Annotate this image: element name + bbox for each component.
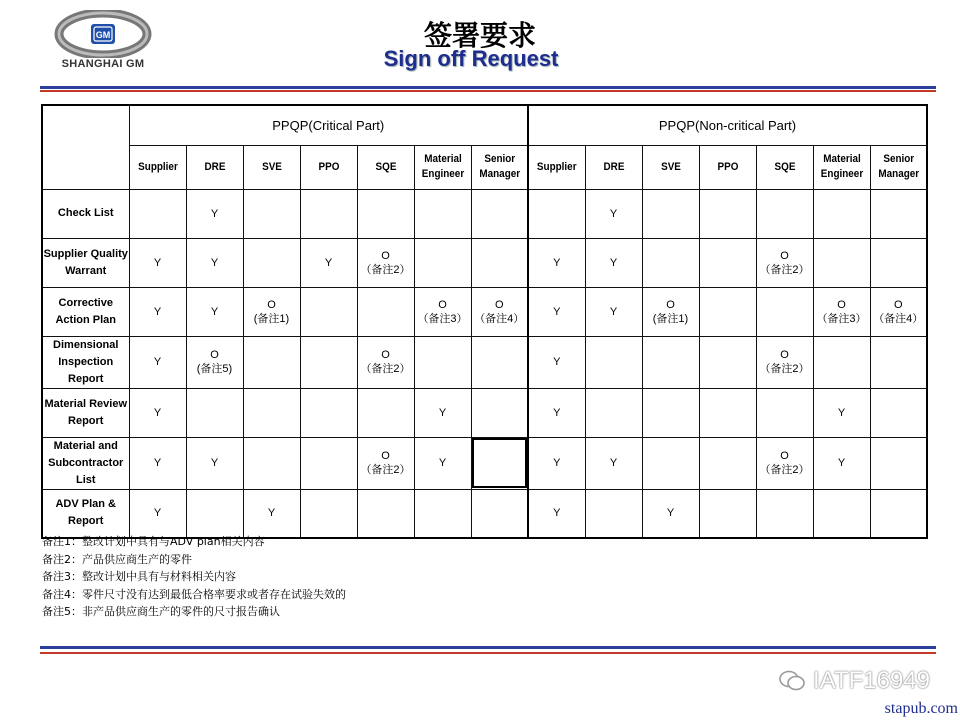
table-cell [414,489,471,538]
table-cell [528,189,585,238]
table-cell [357,336,414,388]
page-title-chinese: 签署要求 [423,19,536,52]
table-cell [813,238,870,287]
table-cell [585,489,642,538]
table-cell [870,287,927,336]
footnote-line: 备注5：非产品供应商生产的零件的尺寸报告确认 [42,605,280,618]
table-cell [699,287,756,336]
wechat-watermark [779,667,930,695]
row-label-cell [42,437,129,489]
table-row [42,437,927,489]
column-header-cell [585,145,642,189]
table-cell [357,489,414,538]
cell-value: O （备注4） [873,298,924,325]
table-row [42,489,927,538]
table-cell [243,437,300,489]
table-cell [642,336,699,388]
table-cell [585,336,642,388]
table-cell [756,189,813,238]
table-cell [186,189,243,238]
column-header: Senior Manager [478,153,520,180]
table-row [42,238,927,287]
cell-value: Y [837,457,846,469]
cell-value: Y [210,256,219,269]
row-label: Check List [57,207,114,219]
cell-value: Y [553,356,561,368]
cell-value: Y [438,457,447,469]
cell-value: Y [609,305,618,318]
column-header-cell [129,145,186,189]
table-cell [129,437,186,489]
cell-value: O （备注4） [474,298,525,325]
column-header: SVE [660,160,681,173]
cell-value: Y [210,207,219,220]
logo-text: SHANGHAI GM [61,58,145,70]
row-label: Supplier Quality Warrant [43,247,128,277]
table-cell [300,388,357,437]
table-cell [528,489,585,538]
table-cell [243,336,300,388]
column-header: SQE [375,160,396,173]
cell-value: O （备注3） [816,298,867,325]
table-cell [528,388,585,437]
table-cell [870,489,927,538]
row-label: Corrective Action Plan [55,296,116,326]
table-cell [585,189,642,238]
table-cell [357,238,414,287]
page-title-english: Sign off Request [383,46,559,71]
row-label: ADV Plan & Report [55,498,116,528]
column-header: DRE [603,160,624,173]
column-header: SVE [261,160,282,173]
column-header: PPO [318,160,339,173]
table-cell [471,336,528,388]
cell-value: Y [153,406,162,419]
table-cell [528,287,585,336]
cell-value: Y [153,356,162,368]
cell-value: Y [553,406,561,419]
watermark-site: stapub.com [884,700,958,717]
table-cell [243,238,300,287]
column-header-cell [870,145,927,189]
cell-value: Y [609,256,618,269]
row-label-cell [42,489,129,538]
table-cell [870,388,927,437]
column-header: DRE [204,160,225,173]
cell-value: O （备注2） [759,450,810,476]
table-row [42,336,927,388]
table-cell [756,437,813,489]
cell-value: Y [267,507,276,520]
footnote-line: 备注2：产品供应商生产的零件 [42,552,192,566]
table-cell [642,238,699,287]
table-cell [699,489,756,538]
column-header-cell [357,145,414,189]
cell-value: Y [553,256,561,269]
table-cell [186,388,243,437]
wechat-icon [779,670,805,692]
cell-value: Y [153,305,162,318]
footer-rule-blue [40,646,936,649]
table-cell [186,238,243,287]
cell-value: Y [153,507,162,520]
table-cell [243,388,300,437]
column-header-cell [756,145,813,189]
footer-rule-red [40,652,936,654]
column-header: PPO [717,160,738,173]
row-label: Material and Subcontractor List [48,439,124,486]
table-cell [129,388,186,437]
column-header: Supplier [536,160,577,173]
column-header: Supplier [137,160,178,173]
cell-value: Y [210,457,219,469]
table-cell [129,287,186,336]
cell-value: Y [324,256,333,269]
table-cell [300,238,357,287]
table-cell [528,336,585,388]
table-cell [186,437,243,489]
table-cell [699,189,756,238]
column-header-cell [186,145,243,189]
table-cell [756,388,813,437]
cell-value: O （备注2） [759,349,810,375]
column-header-cell [300,145,357,189]
column-header-cell [471,145,528,189]
table-cell [813,287,870,336]
table-cell [813,489,870,538]
footnotes [42,533,346,621]
table-cell [414,336,471,388]
table-row [42,287,927,336]
cell-value: Y [210,305,219,318]
table-cell [186,287,243,336]
cell-value: Y [609,207,618,220]
table-cell [471,238,528,287]
table-cell [870,437,927,489]
table-cell [414,189,471,238]
row-label-cell [42,287,129,336]
watermark-account: IATF16949 [813,667,930,694]
column-header: Material Engineer [820,153,863,180]
table-cell [300,287,357,336]
table-row [42,388,927,437]
cell-value: Y [553,507,561,520]
cell-value: O (备注5) [196,349,233,375]
cell-value: O （备注2） [360,349,411,375]
footnote-line: 备注3：整改计划中具有与材料相关内容 [42,570,236,583]
table-cell [585,388,642,437]
table-cell [699,336,756,388]
table-cell [813,437,870,489]
table-cell [813,189,870,238]
table-cell [699,238,756,287]
table-cell [870,189,927,238]
table-cell [813,336,870,388]
header-rule-blue [40,86,936,89]
table-cell [357,189,414,238]
row-label-cell [42,336,129,388]
cell-value: Y [153,457,162,469]
table-cell [699,388,756,437]
table-cell [129,189,186,238]
table-cell [528,238,585,287]
table-cell [357,388,414,437]
group-header: PPQP(Non-critical Part) [528,105,927,145]
table-cell [528,437,585,489]
table-cell [243,189,300,238]
corner-cell [42,105,129,189]
row-label: Material Review Report [44,397,128,427]
table-cell [870,336,927,388]
table-cell [471,437,528,489]
table-cell [129,489,186,538]
table-cell [756,489,813,538]
table-cell [756,287,813,336]
table-cell [357,287,414,336]
column-header-cell [528,145,585,189]
table-cell [300,489,357,538]
footnote-line: 备注1：整改计划中具有与ADV plan相关内容 [42,535,265,548]
table-cell [129,336,186,388]
column-header: SQE [774,160,795,173]
column-header-cell [813,145,870,189]
table-cell [585,287,642,336]
table-cell [870,238,927,287]
table-cell [300,437,357,489]
table-cell [414,238,471,287]
table-cell [186,336,243,388]
cell-value: Y [438,406,447,419]
table-cell [471,388,528,437]
svg-text:GM: GM [95,30,111,40]
table-cell [756,336,813,388]
cell-value: Y [609,457,618,469]
footnote-line: 备注4：零件尺寸没有达到最低合格率要求或者存在试验失效的 [42,587,346,601]
cell-value: O （备注2） [360,249,411,276]
cell-value: Y [153,256,162,269]
cell-value: O （备注2） [759,249,810,276]
table-cell [813,388,870,437]
signoff-matrix-table [41,104,928,539]
column-header-cell [414,145,471,189]
cell-value: Y [666,507,675,520]
table-row [42,189,927,238]
table-cell [642,437,699,489]
table-cell [129,238,186,287]
table-cell [300,189,357,238]
table-cell [585,238,642,287]
table-cell [471,189,528,238]
table-cell [699,437,756,489]
table-cell [300,336,357,388]
cell-value: O (备注1) [253,298,290,325]
cell-value: Y [553,457,561,469]
row-label-cell [42,388,129,437]
row-label-cell [42,189,129,238]
row-label: Dimensional Inspection Report [53,338,119,385]
group-header: PPQP(Critical Part) [129,105,528,145]
row-label-cell [42,238,129,287]
table-cell [756,238,813,287]
table-cell [243,287,300,336]
column-header: Material Engineer [421,153,464,180]
table-cell [414,388,471,437]
column-header-cell [699,145,756,189]
table-cell [642,189,699,238]
table-cell [186,489,243,538]
table-cell [642,388,699,437]
table-cell [642,287,699,336]
cell-value: Y [553,305,561,318]
table-cell [471,489,528,538]
table-cell [243,489,300,538]
table-cell [642,489,699,538]
cell-value: O (备注1) [652,298,689,325]
column-header-cell [243,145,300,189]
column-header: Senior Manager [877,153,919,180]
table-cell [357,437,414,489]
cell-value: O （备注2） [360,450,411,476]
column-header-cell [642,145,699,189]
header-rule-red [40,90,936,92]
table-cell [414,437,471,489]
cell-value: Y [837,406,846,419]
table-cell [414,287,471,336]
cell-value: O （备注3） [417,298,468,325]
table-cell [471,287,528,336]
table-cell [585,437,642,489]
